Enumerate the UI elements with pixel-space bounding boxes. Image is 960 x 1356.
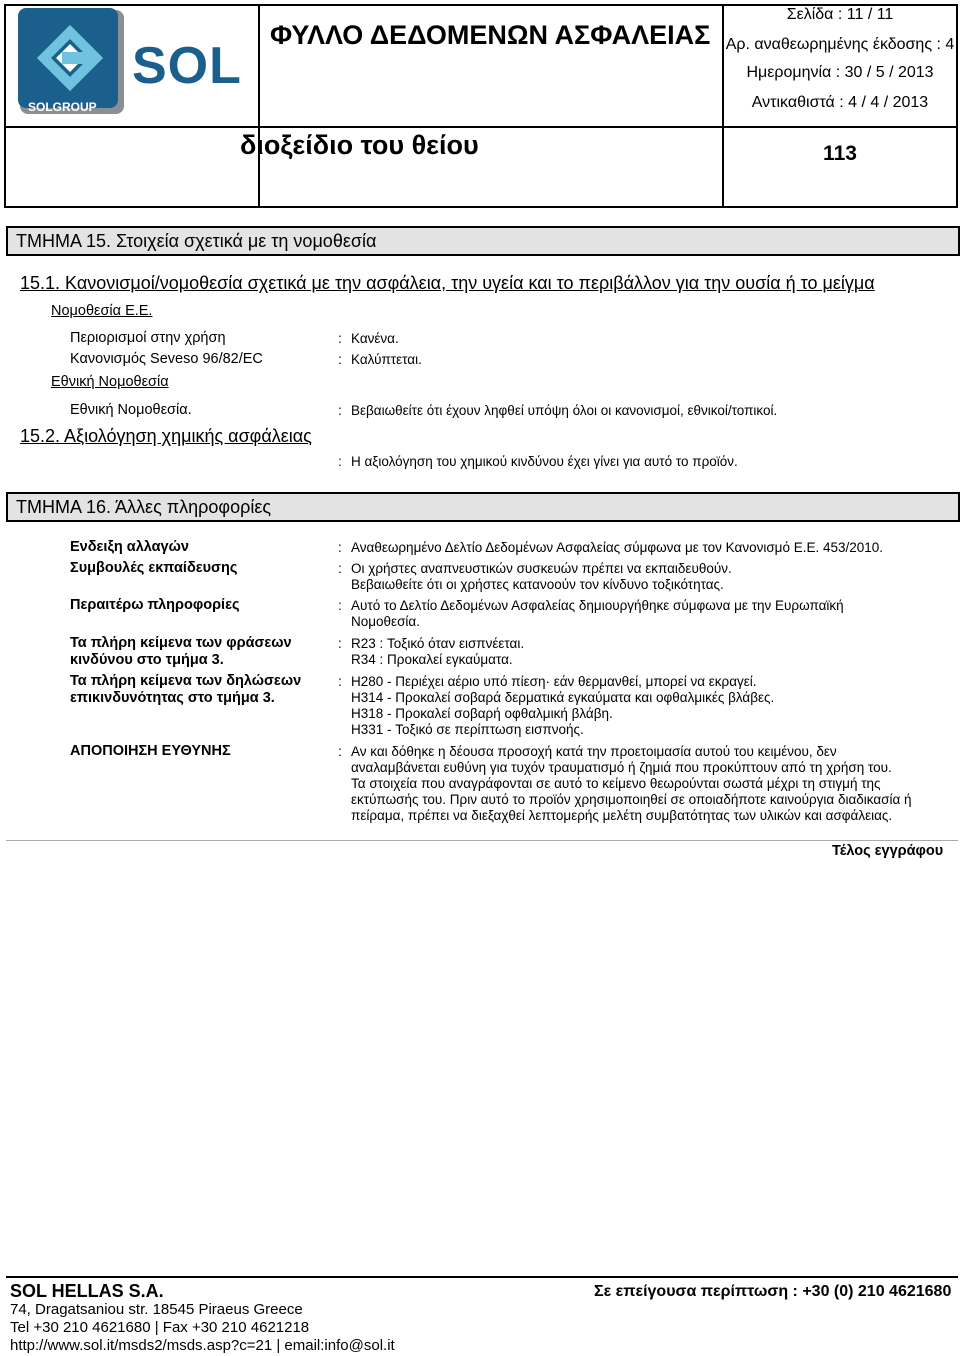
hazard-statements-label: Τα πλήρη κείμενα των δηλώσεων επικινδυνότητας στο τμήμα 3. [70, 673, 302, 706]
footer-address: 74, Dragatsaniou str. 18545 Piraeus Greece [10, 1301, 303, 1318]
logo-text: SOL [132, 37, 242, 95]
subsection-15-1-title: 15.1. Κανονισμοί/νομοθεσία σχετικά με την ασφάλεια, την υγεία και το περιβάλλον για την ουσία ή το μείγμα [20, 273, 875, 293]
disclaimer-label: ΑΠΟΠΟΙΗΣΗ ΕΥΘΥΝΗΣ [70, 743, 231, 759]
product-code: 113 [823, 142, 857, 165]
substance-name: διοξείδιο του θείου [240, 130, 479, 160]
divider [6, 840, 958, 841]
subsection-15-2-title: 15.2. Αξιολόγηση χημικής ασφάλειας [20, 426, 312, 446]
risk-phrases-label: Τα πλήρη κείμενα των φράσεων κινδύνου στο τμήμα 3. [70, 635, 292, 668]
replaces-date: Αντικαθιστά : 4 / 4 / 2013 [751, 94, 929, 111]
footer-web[interactable]: http://www.sol.it/msds2/msds.asp?c=21 | email:info@sol.it [10, 1337, 395, 1354]
footer-company: SOL HELLAS S.A. [10, 1281, 164, 1301]
document-title: ΦΥΛΛΟ ΔΕΔΟΜΕΝΩΝ ΑΣΦΑΛΕΙΑΣ [270, 20, 711, 50]
changes-label: Ενδειξη αλλαγών [70, 539, 189, 555]
issue-date: Ημερομηνία : 30 / 5 / 2013 [746, 64, 934, 81]
section-16-title: ΤΜΗΜΑ 16. Άλλες πληροφορίες [6, 492, 960, 522]
further-info-label: Περαιτέρω πληροφορίες [70, 597, 240, 613]
footer-phones: Tel +30 210 4621680 | Fax +30 210 4621218 [10, 1319, 310, 1336]
section-15-title: ΤΜΗΜΑ 15. Στοιχεία σχετικά με τη νομοθεσία [6, 226, 960, 256]
national-law-label: Εθνική Νομοθεσία. [70, 402, 192, 418]
restrictions-label: Περιορισμοί στην χρήση [70, 330, 226, 346]
company-logo [10, 6, 250, 120]
revision-number: Αρ. αναθεωρημένης έκδοσης : 4 [725, 36, 955, 53]
seveso-label: Κανονισμός Seveso 96/82/EC [70, 351, 263, 367]
end-of-document: Τέλος εγγράφου [832, 843, 944, 859]
page-number: Σελίδα : 11 / 11 [786, 6, 894, 23]
logo-subtext: SOLGROUP [28, 100, 97, 114]
footer-divider [6, 1276, 958, 1278]
eu-law-heading: Νομοθεσία Ε.Ε. [51, 303, 153, 319]
national-law-heading: Εθνική Νομοθεσία [51, 374, 169, 390]
training-label: Συμβουλές εκπαίδευσης [70, 560, 238, 576]
footer-emergency: Σε επείγουσα περίπτωση : +30 (0) 210 4621680 [594, 1283, 952, 1300]
